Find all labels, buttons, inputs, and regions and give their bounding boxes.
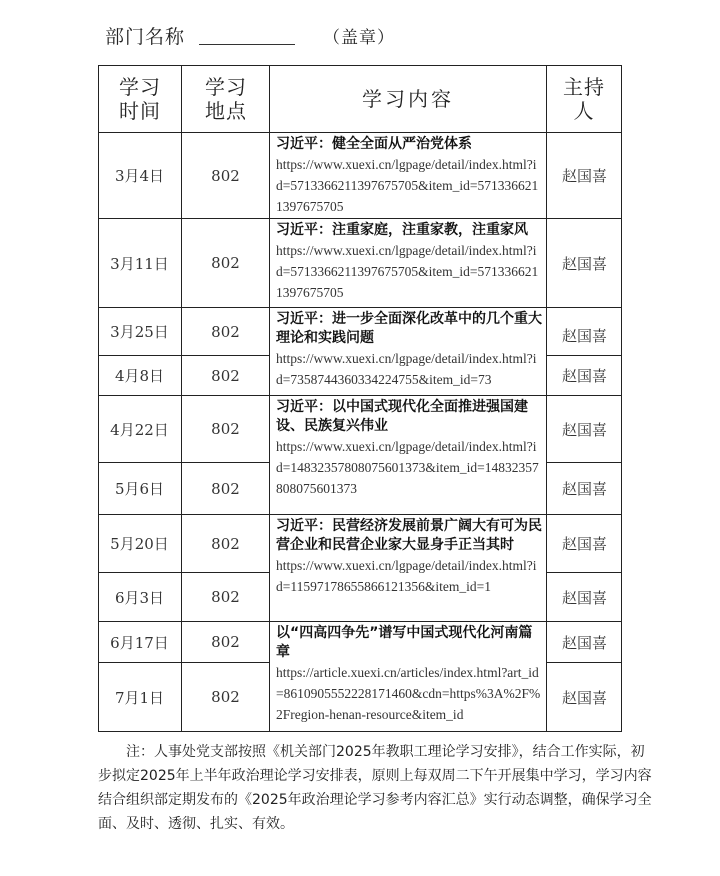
- place-cell: 802: [211, 322, 240, 341]
- host-cell: 赵国喜: [561, 327, 607, 345]
- content-title: 习近平：健全全面从严治党体系: [276, 136, 472, 152]
- date-cell: 6月3日: [114, 588, 165, 607]
- content-title: 习近平：进一步全面深化改革中的几个重大理论和实践问题: [276, 311, 542, 346]
- dept-label: 部门名称: [105, 26, 186, 48]
- date-cell: 6月17日: [110, 633, 169, 652]
- content-block: [270, 220, 546, 307]
- host-cell: 赵国喜: [561, 588, 607, 607]
- date-cell: 4月22日: [110, 420, 169, 439]
- host-cell: 赵国喜: [561, 633, 607, 652]
- place-cell: 802: [211, 633, 240, 651]
- content-block: [270, 134, 546, 218]
- header-content: 学习内容: [362, 87, 454, 111]
- content-url[interactable]: https://www.xuexi.cn/lgpage/detail/index.html?id=7358744360334224755&item_id=73: [276, 351, 537, 387]
- content-block: [270, 397, 546, 514]
- date-cell: 3月4日: [114, 167, 165, 185]
- date-cell: 4月8日: [114, 367, 165, 385]
- host-cell: 赵国喜: [561, 167, 607, 185]
- host-cell: 赵国喜: [561, 254, 607, 273]
- content-url[interactable]: https://www.xuexi.cn/lgpage/detail/index.html?id=14832357808075601373&item_id=14832357808075601373: [276, 439, 539, 496]
- seal-label: （盖章）: [323, 28, 396, 48]
- content-block: [270, 516, 546, 621]
- place-cell: 802: [211, 588, 240, 606]
- host-cell: 赵国喜: [561, 420, 607, 439]
- content-url[interactable]: https://article.xuexi.cn/articles/index.html?art_id=8610905552228171460&cdn=https%3A%2F%2Fregion-henan-resource&item_id: [276, 665, 541, 722]
- content-title: 习近平：注重家庭，注重家教，注重家风: [276, 222, 528, 238]
- header-place: 学习地点: [205, 75, 247, 123]
- date-cell: 3月11日: [110, 254, 169, 273]
- content-url[interactable]: https://www.xuexi.cn/lgpage/detail/index.html?id=5713366211397675705&item_id=5713366211397675705: [276, 243, 539, 300]
- host-cell: 赵国喜: [561, 480, 607, 498]
- content-title: 习近平：民营经济发展前景广阔大有可为民营企业和民营企业家大显身手正当其时: [276, 518, 542, 553]
- host-cell: 赵国喜: [561, 535, 607, 553]
- place-cell: 802: [211, 366, 240, 385]
- content-block: [270, 623, 546, 731]
- date-cell: 7月1日: [114, 688, 165, 707]
- date-cell: 5月20日: [110, 535, 169, 553]
- footnote: 注：人事处党支部按照《机关部门2025年教职工理论学习安排》，结合工作实际，初步拟定2025年上半年政治理论学习安排表，原则上每双周二下午开展集中学习，学习内容结合组织部定期发布的《2025年政治理论学习参考内容汇总》实行动态调整，确保学习全面、及时、透彻、扎实、有效。: [98, 744, 652, 832]
- content-url[interactable]: https://www.xuexi.cn/lgpage/detail/index.html?id=5713366211397675705&item_id=5713366211397675705: [276, 157, 539, 214]
- place-cell: 802: [211, 479, 240, 498]
- department-header: [105, 22, 395, 49]
- place-cell: 802: [211, 688, 240, 706]
- place-cell: 802: [211, 420, 240, 438]
- place-cell: 802: [211, 166, 240, 185]
- content-block: [270, 309, 546, 395]
- dept-name-blank[interactable]: [199, 26, 295, 45]
- header-host: 主持人: [563, 75, 605, 123]
- place-cell: 802: [211, 534, 240, 553]
- place-cell: 802: [211, 254, 240, 272]
- content-url[interactable]: https://www.xuexi.cn/lgpage/detail/index.html?id=11597178655866121356&item_id=1: [276, 558, 537, 594]
- date-cell: 3月25日: [110, 323, 169, 341]
- host-cell: 赵国喜: [561, 688, 607, 707]
- host-cell: 赵国喜: [561, 367, 607, 385]
- header-time: 学习时间: [119, 75, 161, 123]
- content-title: 习近平：以中国式现代化全面推进强国建设、民族复兴伟业: [276, 399, 528, 434]
- content-title: 以“四高四争先”谱写中国式现代化河南篇章: [276, 625, 533, 660]
- date-cell: 5月6日: [114, 480, 165, 498]
